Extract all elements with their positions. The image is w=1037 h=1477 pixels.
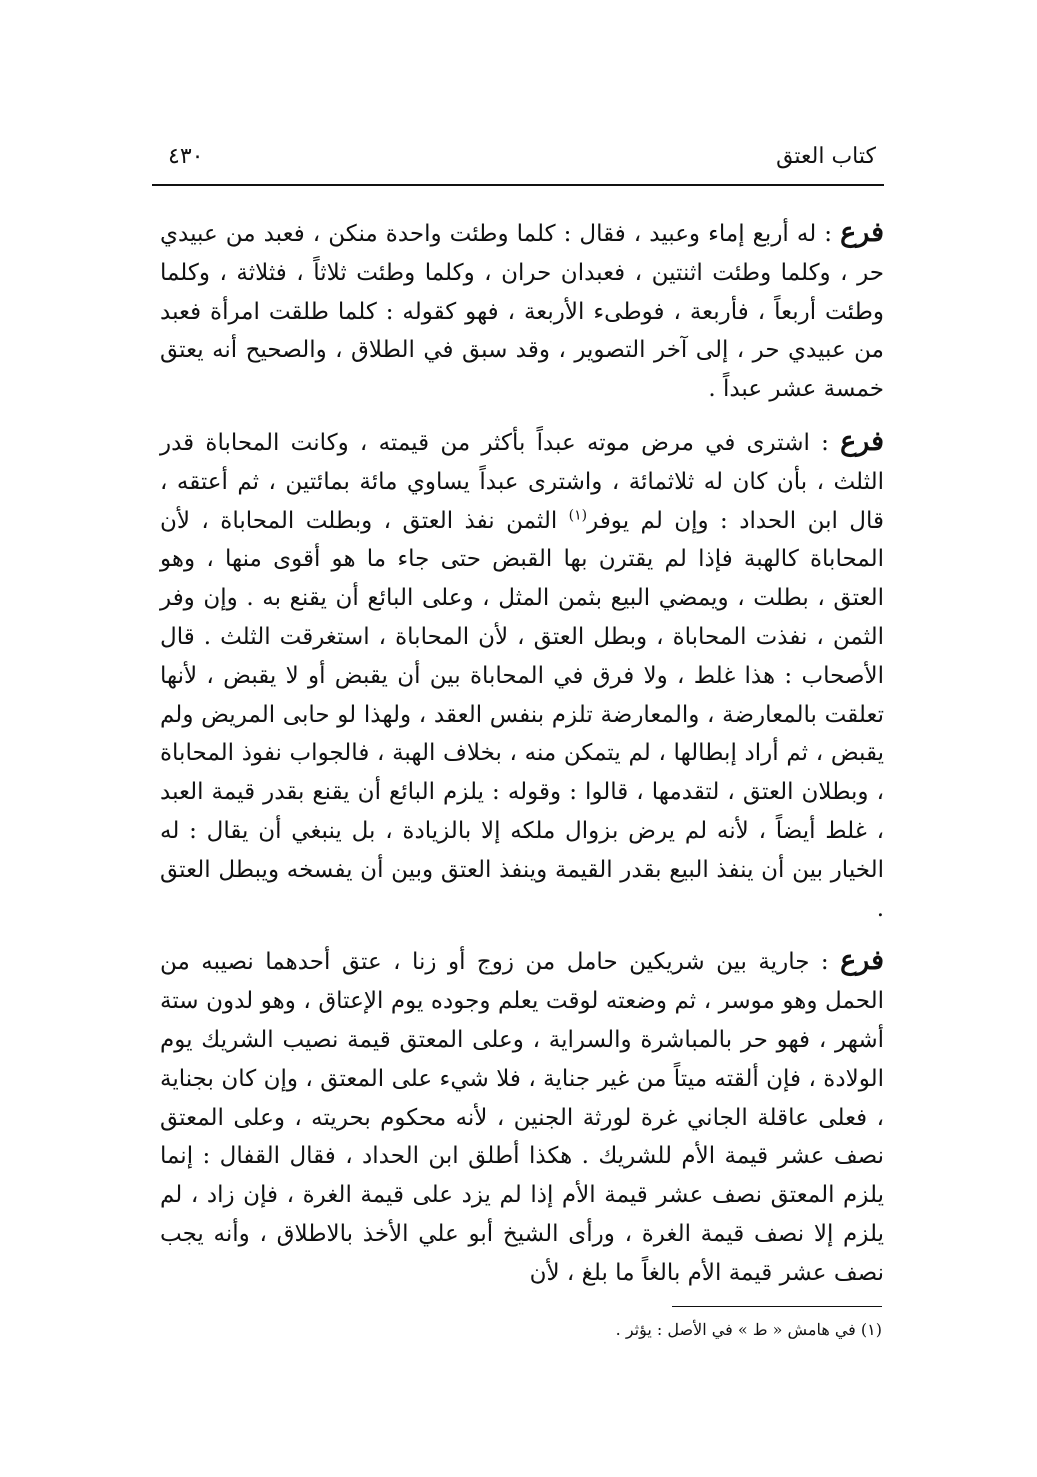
paragraph-label: فرع [840,425,884,457]
paragraph-text: له أربع إماء وعبيد ، فقال : كلما وطئت واحدة منكن ، فعبد من عبيدي حر ، وكلما وطئت اثنتين ، فعبدان حران ، وكلما وطئت ثلاثاً ، فثلاثة ، وكلما وطئت أربعاً ، فأربعة ، فوطىء الأربعة ، فهو كقوله : كلما طلقت امرأة فعبد من عبيدي حر ، إلى آخر التصوير ، وقد سبق في الطلاق ، والصحيح أنه يعتق خمسة عشر عبداً . [160,221,884,403]
paragraph-text: جارية بين شريكين حامل من زوج أو زنا ، عتق أحدهما نصيبه من الحمل وهو موسر ، ثم وضعته لوقت يعلم وجوده يوم الإعتاق ، وهو لدون ستة أشهر ، فهو حر بالمباشرة والسراية ، وعلى المعتق قيمة نصيب الشريك يوم الولادة ، فإن ألقته ميتاً من غير جناية ، فلا شيء على المعتق ، وإن كان بجناية ، فعلى عاقلة الجاني غرة لورثة الجنين ، لأنه محكوم بحريته ، وعلى المعتق نصف عشر قيمة الأم للشريك . هكذا أطلق ابن الحداد ، فقال القفال : إنما يلزم المعتق نصف عشر قيمة الأم إذا لم يزد على قيمة الغرة ، فإن زاد ، لم يلزم إلا نصف قيمة الغرة ، ورأى الشيخ أبو علي الأخذ بالاطلاق ، وأنه يجب نصف عشر قيمة الأم بالغاً ما بلغ ، لأن [160,949,884,1286]
paragraph-3: فرع : جارية بين شريكين حامل من زوج أو زنا ، عتق أحدهما نصيبه من الحمل وهو موسر ، ثم وضعته لوقت يعلم وجوده يوم الإعتاق ، وهو لدون ستة أشهر ، فهو حر بالمباشرة والسراية ، وعلى المعتق قيمة نصيب الشريك يوم الولادة ، فإن ألقته ميتاً من غير جناية ، فلا شيء على المعتق ، وإن كان بجناية ، فعلى عاقلة الجاني غرة لورثة الجنين ، لأنه محكوم بحريته ، وعلى المعتق نصف عشر قيمة الأم للشريك . هكذا أطلق ابن الحداد ، فقال القفال : إنما يلزم المعتق نصف عشر قيمة الأم إذا لم يزد على قيمة الغرة ، فإن زاد ، لم يلزم إلا نصف قيمة الغرة ، ورأى الشيخ أبو علي الأخذ بالاطلاق ، وأنه يجب نصف عشر قيمة الأم بالغاً ما بلغ ، لأن [160,945,885,1286]
page-header [152,138,884,186]
page-body [160,214,884,1307]
paragraph-text-continued: الثمن نفذ العتق ، وبطلت المحاباة ، لأن المحاباة كالهبة فإذا لم يقترن بها القبض حتى جاء ما هو أقوى منها ، وهو العتق ، بطلت ، ويمضي البيع بثمن المثل ، وعلى البائع أن يقنع به . وإن وفر الثمن ، نفذت المحاباة ، وبطل العتق ، لأن المحاباة ، استغرقت الثلث . قال الأصحاب : هذا غلط ، ولا فرق في المحاباة بين أن يقبض أو لا يقبض ، لأنها تعلقت بالمعارضة ، والمعارضة تلزم بنفس العقد ، ولهذا لو حابى المريض ولم يقبض ، ثم أراد إبطالها ، لم يتمكن منه ، بخلاف الهبة ، فالجواب نفوذ المحاباة ، وبطلان العتق ، لتقدمها ، قالوا : وقوله : يلزم البائع أن يقنع بقدر قيمة العبد ، غلط أيضاً ، لأنه لم يرض بزوال ملكه إلا بالزيادة ، بل ينبغي أن يقال : له الخيار بين أن ينفذ البيع بقدر القيمة وينفذ العتق وبين أن يفسخه ويبطل العتق . [160,507,884,922]
paragraph-2: فرع : اشترى في مرض موته عبداً بأكثر من قيمته ، وكانت المحاباة قدر الثلث ، بأن كان له ثلاثمائة ، واشترى عبداً يساوي مائة بمائتين ، ثم أعتقه ، قال ابن الحداد : وإن لم يوفر$^{(١)}$ الثمن نفذ العتق ، وبطلت المحاباة ، لأن المحاباة كالهبة فإذا لم يقترن بها القبض حتى جاء ما هو أقوى منها ، وهو العتق ، بطلت ، ويمضي البيع بثمن المثل ، وعلى البائع أن يقنع به . وإن وفر الثمن ، نفذت المحاباة ، وبطل العتق ، لأن المحاباة ، استغرقت الثلث . قال الأصحاب : هذا غلط ، ولا فرق في المحاباة بين أن يقبض أو لا يقبض ، لأنها تعلقت بالمعارضة ، والمعارضة تلزم بنفس العقد ، ولهذا لو حابى المريض ولم يقبض ، ثم أراد إبطالها ، لم يتمكن منه ، بخلاف الهبة ، فالجواب نفوذ المحاباة ، وبطلان العتق ، لتقدمها ، قالوا : وقوله : يلزم البائع أن يقنع بقدر قيمة العبد ، غلط أيضاً ، لأنه لم يرض بزوال ملكه إلا بالزيادة ، بل ينبغي أن يقال : له الخيار بين أن ينفذ البيع بقدر القيمة وينفذ العتق وبين أن يفسخه ويبطل العتق . [160,425,885,922]
page-number: ٤٣٠ [168,144,204,169]
footnote-marker: (١) [568,506,588,523]
paragraph-label: فرع [840,945,885,977]
paragraph-label: فرع [840,217,884,248]
paragraph-1: فرع : له أربع إماء وعبيد ، فقال : كلما وطئت واحدة منكن ، فعبد من عبيدي حر ، وكلما وطئت اثنتين ، فعبدان حران ، وكلما وطئت ثلاثاً ، فثلاثة ، وكلما وطئت أربعاً ، فأربعة ، فوطىء الأربعة ، فهو كقوله : كلما طلقت امرأة فعبد من عبيدي حر ، إلى آخر التصوير ، وقد سبق في الطلاق ، والصحيح أنه يعتق خمسة عشر عبداً . [160,217,884,403]
paragraph-text: اشترى في مرض موته عبداً بأكثر من قيمته ، وكانت المحاباة قدر الثلث ، بأن كان له ثلاثمائة ، واشترى عبداً يساوي مائة بمائتين ، ثم أعتقه ، قال ابن الحداد : وإن لم يوفر [160,429,885,534]
footnote-divider [672,1306,882,1307]
running-title: كتاب العتق [776,144,876,169]
footnote: (١) في هامش « ط » في الأصل : يؤثر . [615,1320,882,1339]
